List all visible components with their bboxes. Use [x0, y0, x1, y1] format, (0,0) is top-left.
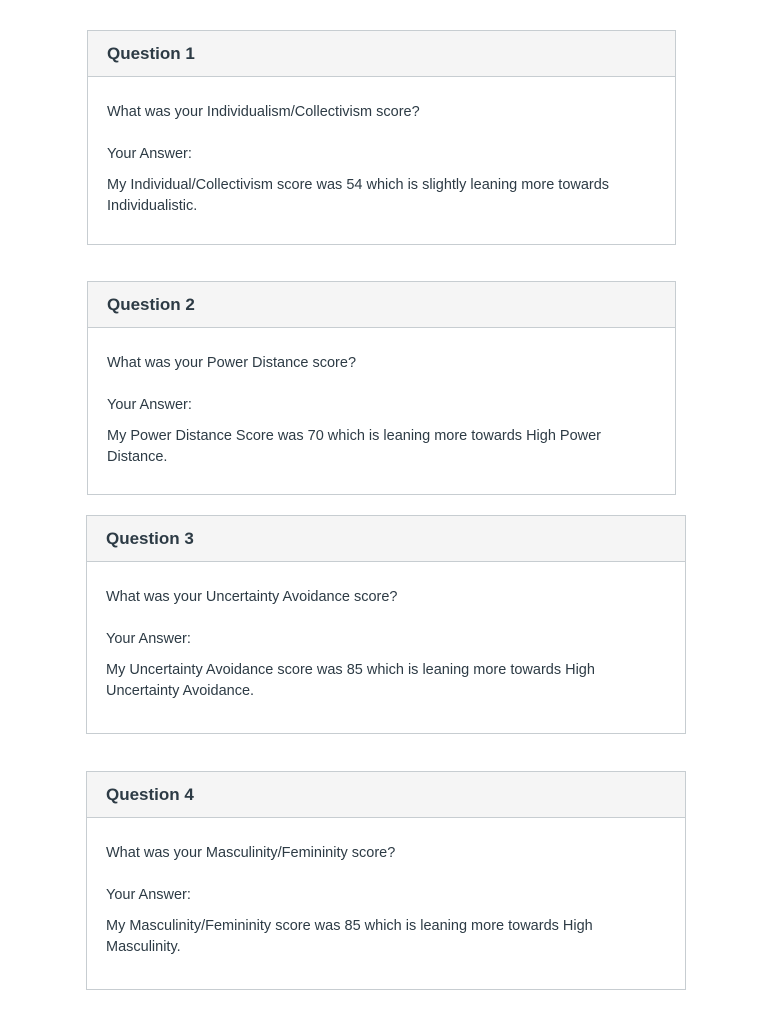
question-title: Question 1 [107, 43, 195, 63]
answer-label: Your Answer: [107, 146, 192, 162]
answer-text: My Uncertainty Avoidance score was 85 which is leaning more towards High Uncertainty Avoidance. [106, 662, 595, 699]
answer-label: Your Answer: [106, 887, 191, 903]
question-text: What was your Uncertainty Avoidance score? [106, 589, 398, 605]
question-body [87, 843, 685, 958]
question-body [88, 102, 675, 217]
answer-label: Your Answer: [107, 397, 192, 413]
question-card [86, 515, 686, 734]
question-title: Question 4 [106, 784, 194, 804]
question-header [87, 772, 685, 818]
answer-text: My Power Distance Score was 70 which is leaning more towards High Power Distance. [107, 428, 602, 465]
question-header [88, 31, 675, 77]
question-header [88, 282, 675, 328]
answer-text: My Individual/Collectivism score was 54 which is slightly leaning more towards Individualistic. [107, 177, 610, 214]
question-card [87, 281, 676, 495]
question-title: Question 3 [106, 528, 194, 548]
question-text: What was your Power Distance score? [107, 355, 357, 371]
question-card [87, 30, 676, 245]
question-body [88, 353, 675, 468]
question-body [87, 587, 685, 702]
question-card [86, 771, 686, 990]
question-text: What was your Individualism/Collectivism score? [107, 104, 420, 120]
question-title: Question 2 [107, 294, 195, 314]
question-text: What was your Masculinity/Femininity score? [106, 845, 396, 861]
answer-text: My Masculinity/Femininity score was 85 which is leaning more towards High Masculinity. [106, 918, 593, 955]
question-header [87, 516, 685, 562]
answer-label: Your Answer: [106, 631, 191, 647]
